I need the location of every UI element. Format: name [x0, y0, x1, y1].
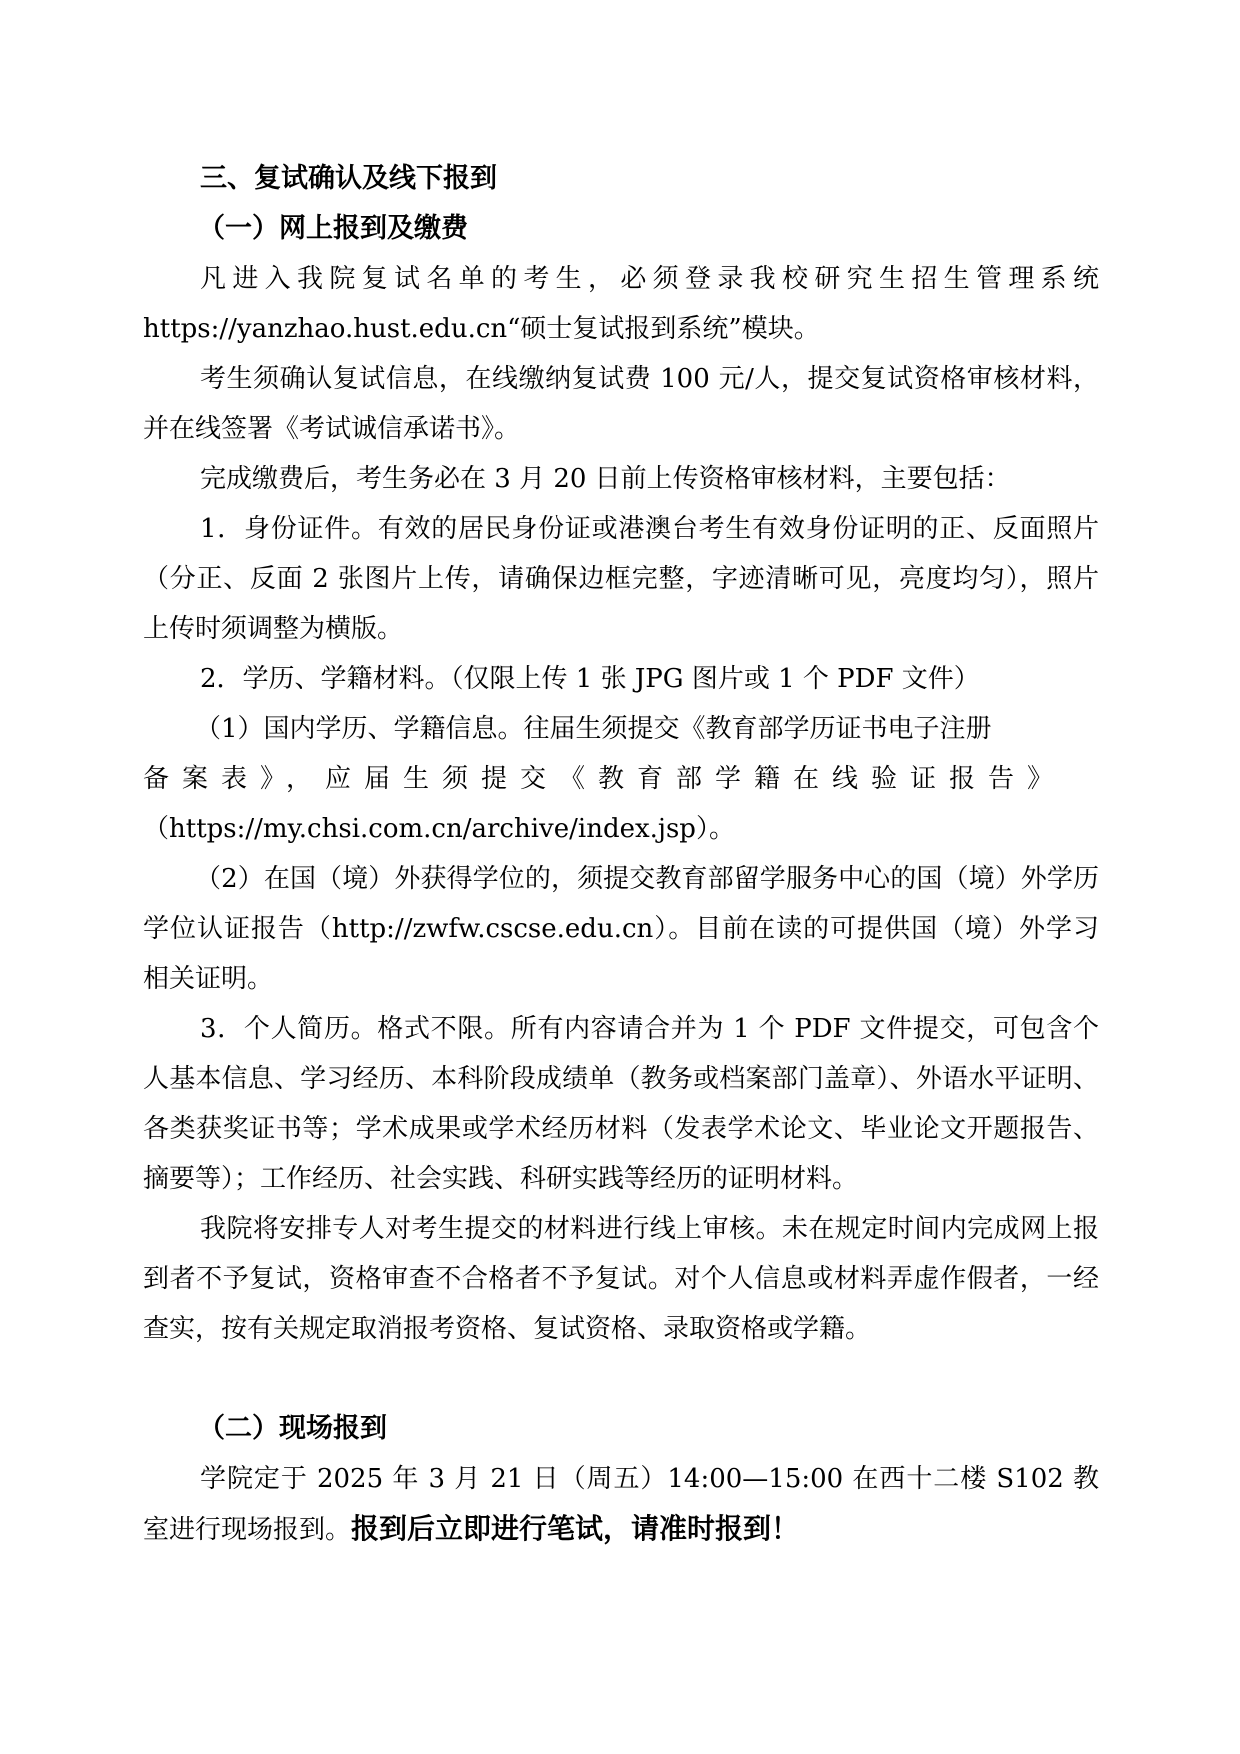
item-domestic-education — [143, 704, 1099, 854]
item-education: 2．学历、学籍材料。（仅限上传 1 张 JPG 图片或 1 个 PDF 文件） — [200, 664, 980, 694]
paragraph-fee: 考生须确认复试信息，在线缴纳复试费 100 元/人，提交复试资格审核材料，并在线签署《考试诚信承诺书》。 — [143, 364, 1099, 444]
subsection-heading-online: （一）网上报到及缴费 — [198, 213, 468, 244]
chsi-url: （https://my.chsi.com.cn/archive/index.jsp）。 — [143, 814, 735, 844]
paragraph-materials: 完成缴费后，考生务必在 3 月 20 日前上传资格审核材料，主要包括： — [200, 464, 1011, 494]
onsite-text: 学院定于 2025 年 3 月 21 日（周五）14:00—15:00 在西十二楼 S102 教室进行现场报到。 — [143, 1464, 1099, 1545]
onsite-emphasis: 报到后立即进行笔试，请准时报到！ — [351, 1512, 800, 1545]
domestic-line1: （1）国内学历、学籍信息。往届生须提交《教育部学历证书电子注册 — [195, 714, 992, 744]
paragraph-login — [143, 254, 1099, 354]
section-heading: 三、复试确认及线下报到 — [200, 163, 497, 194]
module-text: “硕士复试报到系统”模块。 — [507, 314, 820, 344]
subsection-heading-onsite: （二）现场报到 — [198, 1413, 387, 1444]
item-id-card: 1．身份证件。有效的居民身份证或港澳台考生有效身份证明的正、反面照片（分正、反面 2 张图片上传，请确保边框完整，字迹清晰可见，亮度均匀），照片上传时须调整为横版。 — [143, 514, 1099, 644]
spacer — [143, 1354, 1099, 1404]
document-content — [143, 154, 1099, 1555]
paragraph-review: 我院将安排专人对考生提交的材料进行线上审核。未在规定时间内完成网上报到者不予复试，资格审查不合格者不予复试。对个人信息或材料弄虚作假者，一经查实，按有关规定取消报考资格、复试资格、录取资格或学籍。 — [143, 1214, 1099, 1344]
paragraph-onsite — [143, 1454, 1099, 1555]
item-resume: 3．个人简历。格式不限。所有内容请合并为 1 个 PDF 文件提交，可包含个人基本信息、学习经历、本科阶段成绩单（教务或档案部门盖章）、外语水平证明、各类获奖证书等；学术成果或学术经历材料（发表学术论文、毕业论文开题报告、摘要等）；工作经历、社会实践、科研实践等经历的证明材料。 — [143, 1014, 1099, 1194]
system-url: https://yanzhao.hust.edu.cn — [143, 314, 508, 344]
login-text: 凡进入我院复试名单的考生，必须登录我校研究生招生管理系统 — [200, 264, 1099, 294]
item-overseas-education: （2）在国（境）外获得学位的，须提交教育部留学服务中心的国（境）外学历学位认证报告（http://zwfw.cscse.edu.cn）。目前在读的可提供国（境）外学习相关证明。 — [143, 864, 1099, 994]
domestic-line2: 备案表》，应届生须提交《教育部学籍在线验证报告》 — [143, 764, 1067, 794]
